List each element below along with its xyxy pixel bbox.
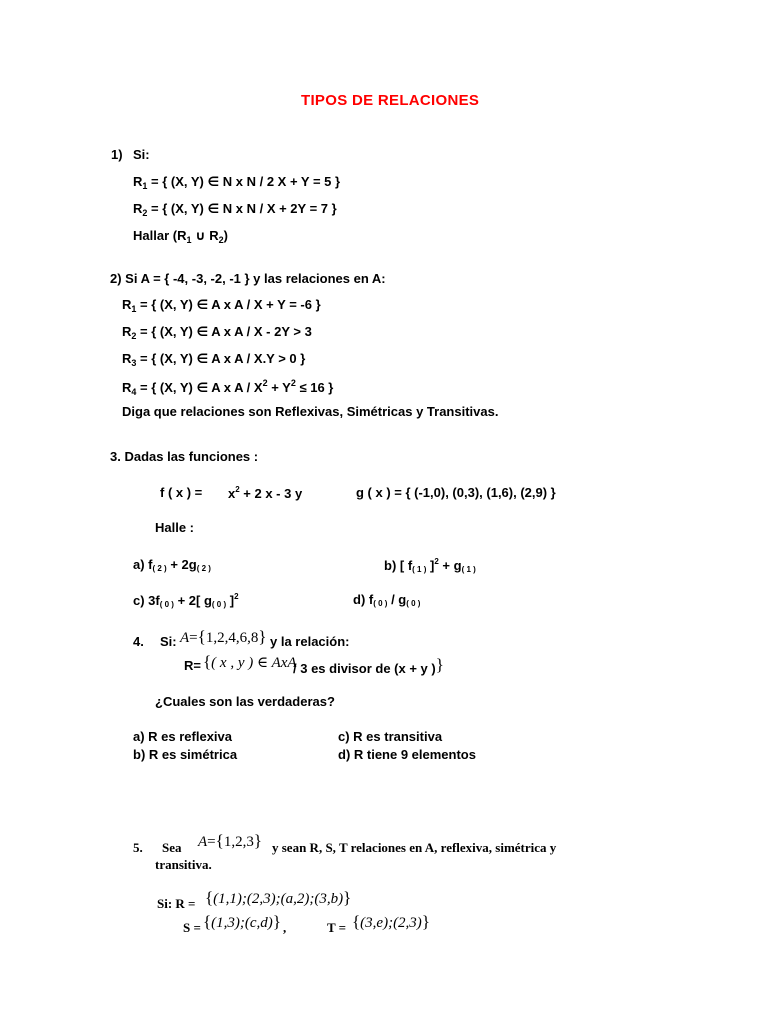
problem-5-number: 5.	[133, 840, 143, 855]
problem-1-r1: $R_1$ = { (X, Y) ∈ N x N / 2 X + Y = 5 }	[133, 174, 341, 191]
problem-2-r1: $R_1$ = { (X, Y) ∈ A x A / X + Y = -6 }	[122, 297, 321, 314]
problem-5-set-a: A={1,2,3}	[198, 831, 262, 850]
problem-3-item-a: a) f( 2 ) + 2g( 2 )	[133, 557, 211, 573]
problem-3-item-d: d) f( 0 ) / g( 0 )	[353, 592, 421, 608]
problem-3-halle: Halle :	[155, 520, 195, 535]
problem-1-number: 1)	[111, 147, 123, 162]
function-f-expression: $x^2 + 2$ x - 3 y	[228, 485, 303, 501]
problem-4-number: 4.	[133, 634, 144, 649]
problem-5-t-label: T =	[327, 920, 347, 935]
problem-4-r-label: R=	[184, 658, 201, 673]
problem-5-r-set: {(1,1);(2,3);(a,2);(3,b)}	[205, 888, 352, 907]
function-f-label: f ( x ) =	[160, 485, 203, 500]
problem-4-option-b: b) R es simétrica	[133, 747, 238, 762]
problem-5-text-line-2: transitiva.	[155, 857, 212, 872]
problem-2-r3: $R_3$ = { (X, Y) ∈ A x A / X.Y > 0 }	[122, 351, 306, 368]
problem-4-relation-text: y la relación:	[270, 634, 350, 649]
problem-4-option-c: c) R es transitiva	[338, 729, 443, 744]
problem-4-si: Si:	[160, 634, 177, 649]
problem-1-hallar: Hallar ($R_1$ ∪ $R_2$)	[133, 228, 229, 245]
problem-4-r-set-open: {( x , y ) ∈ AxA	[203, 652, 297, 671]
problem-5-sea: Sea	[162, 840, 182, 855]
problem-5-s-set: {(1,3);(c,d)}	[203, 912, 281, 931]
problem-5-comma: ,	[283, 920, 287, 935]
problem-2-r4: $R_4$ = { (X, Y) ∈ A x $A / X^2 + Y^2 \le 16$ }	[122, 378, 334, 397]
problem-5-text-line-1: y sean R, S, T relaciones en A, reflexiva, simétrica y	[272, 840, 557, 855]
problem-4-question: ¿Cuales son las verdaderas?	[155, 694, 335, 709]
problem-3-item-c: c) 3f( 0 ) + 2[ g( 0 ) ]$^2$	[133, 592, 239, 609]
problem-1-r2: $R_2$ = { (X, Y) ∈ N x N / X + 2Y = 7 }	[133, 201, 337, 218]
problem-5-si-r: Si: R =	[157, 896, 196, 911]
function-g-definition: g ( x ) = { (-1,0), (0,3), (1,6), (2,9) }	[356, 485, 556, 500]
problem-3-heading: 3. Dadas las funciones :	[110, 449, 259, 464]
problem-5-t-set: {(3,e);(2,3)}	[352, 912, 430, 931]
problem-4-option-d: d) R tiene 9 elementos	[338, 747, 476, 762]
problem-2-question: Diga que relaciones son Reflexivas, Simétricas y Transitivas.	[122, 404, 499, 419]
problem-4-set-a: A={1,2,4,6,8}	[180, 627, 267, 646]
problem-3-item-b: b) [ f( 1 ) ]$^2$ + g( 1 )	[384, 557, 476, 574]
page-title: TIPOS DE RELACIONES	[301, 92, 480, 109]
problem-5-s-label: S =	[183, 920, 201, 935]
problem-2-intro: 2) Si A = { -4, -3, -2, -1 } y las relaciones en A:	[110, 271, 386, 286]
problem-4-r-condition: / 3 es divisor de (x + y )}	[293, 655, 444, 676]
problem-4-option-a: a) R es reflexiva	[133, 729, 233, 744]
problem-1-si: Si:	[133, 147, 150, 162]
problem-2-r2: $R_2$ = { (X, Y) ∈ A x A / X - 2Y > 3	[122, 324, 312, 341]
